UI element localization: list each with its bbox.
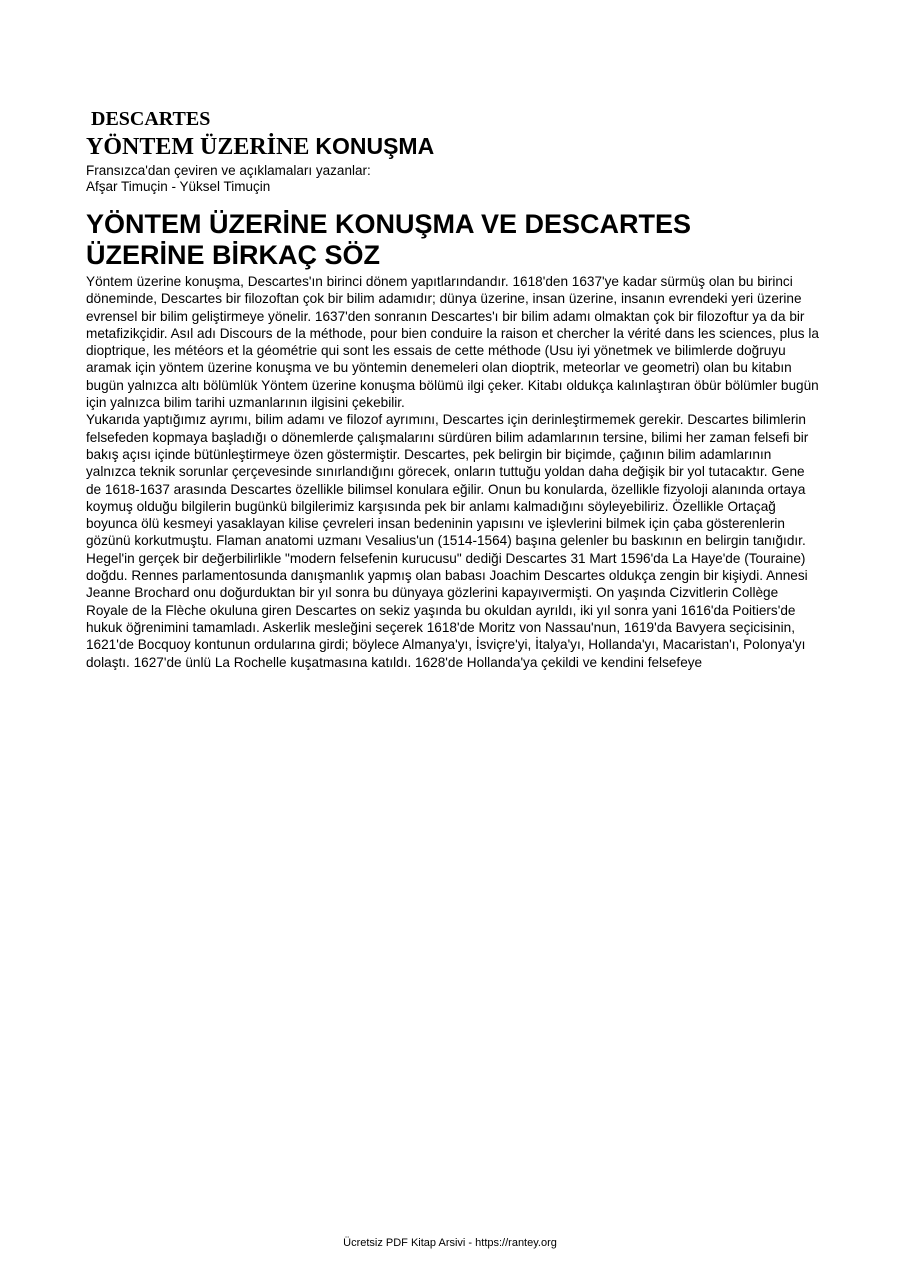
book-title	[86, 132, 821, 161]
section-heading-line-1: YÖNTEM ÜZERİNE KONUŞMA VE DESCARTES	[86, 209, 692, 239]
translator-credit-line-2: Afşar Timuçin - Yüksel Timuçin	[86, 179, 271, 194]
body-paragraph-3: Hegel'in gerçek bir değerbilirlikle "modern felsefenin kurucusu" dediği Descartes 31 Mart 1596'da La Haye'de (Touraine) doğdu. Rennes parlamentosunda danışmanlık yapmış olan babası Joachim Descartes oldukça zengin bir kişiydi. Annesi Jeanne Brochard onu doğurduktan bir yıl sonra bu dünyaya gözlerini kapayıvermişti. On yaşında Cizvitlerin Collège Royale de la Flèche okuluna giren Descartes on sekiz yaşında bu okuldan ayrıldı, iki yıl sonra yani 1616'da Poitiers'de hukuk öğrenimini tamamladı. Askerlik mesleğini seçerek 1618'de Moritz von Nassau'nun, 1619'da Bavyera seçicisinin, 1621'de Bocquoy kontunun ordularına girdi; böylece Almanya'yı, İsviçre'yi, İtalya'yı, Hollanda'yı, Macaristan'ı, Polonya'yı dolaştı. 1627'de ünlü La Rochelle kuşatmasına katıldı. 1628'de Hollanda'ya çekildi ve kendini felsefeye	[86, 550, 808, 670]
section-heading	[86, 209, 821, 271]
book-title-sans-part: KONUŞMA	[315, 133, 435, 159]
translator-credit-line-1: Fransızca'dan çeviren ve açıklamaları yazanlar:	[86, 163, 371, 178]
body-paragraph-2: Yukarıda yaptığımız ayrımı, bilim adamı ve filozof ayrımını, Descartes için derinleştirmemek gerekir. Descartes bilimlerin felsefeden kopmaya başladığı o dönemlerde çalışmalarını sürdüren bilim adamlarının tersine, bilimi her zaman felsefi bir bakış açısı içinde bütünleştirmeye özen göstermiştir. Descartes, pek belirgin bir biçimde, çağının bilim adamlarının yalnızca teknik sorunlar çerçevesinde sınırlandığını görecek, onların tuttuğu yoldan daha değişik bir yol tutacaktır. Gene de 1618-1637 arasında Descartes özellikle bilimsel konulara eğilir. Onun bu konularda, özellikle fizyoloji alanında ortaya koymuş olduğu bilgilerin bugünkü bilgilerimiz karşısında pek bir anlamı kalmadığını söyleyebiliriz. Özellikle Ortaçağ boyunca ölü kesmeyi yasaklayan kilise çevreleri insan bedeninin yapısını ve işlevlerini bilmek için çaba gösterenlerin gözünü korkutmuştu. Flaman anatomi uzmanı Vesalius'un (1514-1564) başına gelenler bu baskının en belirgin tanığıdır.	[86, 412, 809, 549]
section-heading-line-2: ÜZERİNE BİRKAÇ SÖZ	[86, 240, 381, 270]
author-name: DESCARTES	[91, 108, 211, 130]
body-paragraph-1: Yöntem üzerine konuşma, Descartes'ın birinci dönem yapıtlarındandır. 1618'den 1637'ye kadar sürmüş olan bu birinci döneminde, Descartes bir filozoftan çok bir bilim adamıdır; dünya üzerine, insan üzerine, insanın evrendeki yeri üzerine evrensel bir bilim geliştirmeye yönelir. 1637'den sonranın Descartes'ı bir bilim adamı olmaktan çok bir filozoftur ya da bir metafizikçidir. Asıl adı Discours de la méthode, pour bien conduire la raison et chercher la vérité dans les sciences, plus la dioptrique, les météors et la géométrie qui sont les essais de cette méthode (Usu iyi yönetmek ve bilimlerde doğruyu aramak için yöntem üzerine konuşma ve bu yöntemin denemeleri olan dioptrik, meteorlar ve geometri) olan bu kitabın bugün yalnızca altı bölümlük Yöntem üzerine konuşma bölümü ilgi çeker. Kitabı oldukça kalınlaştıran öbür bölümler bugün için yalnızca bilim tarihi uzmanlarının ilgisini çekebilir.	[86, 274, 819, 411]
book-title-serif-part: YÖNTEM ÜZERİNE	[86, 134, 310, 160]
document-page	[86, 108, 821, 671]
page-footer: Ücretsiz PDF Kitap Arsivi - https://rantey.org	[343, 1237, 557, 1249]
